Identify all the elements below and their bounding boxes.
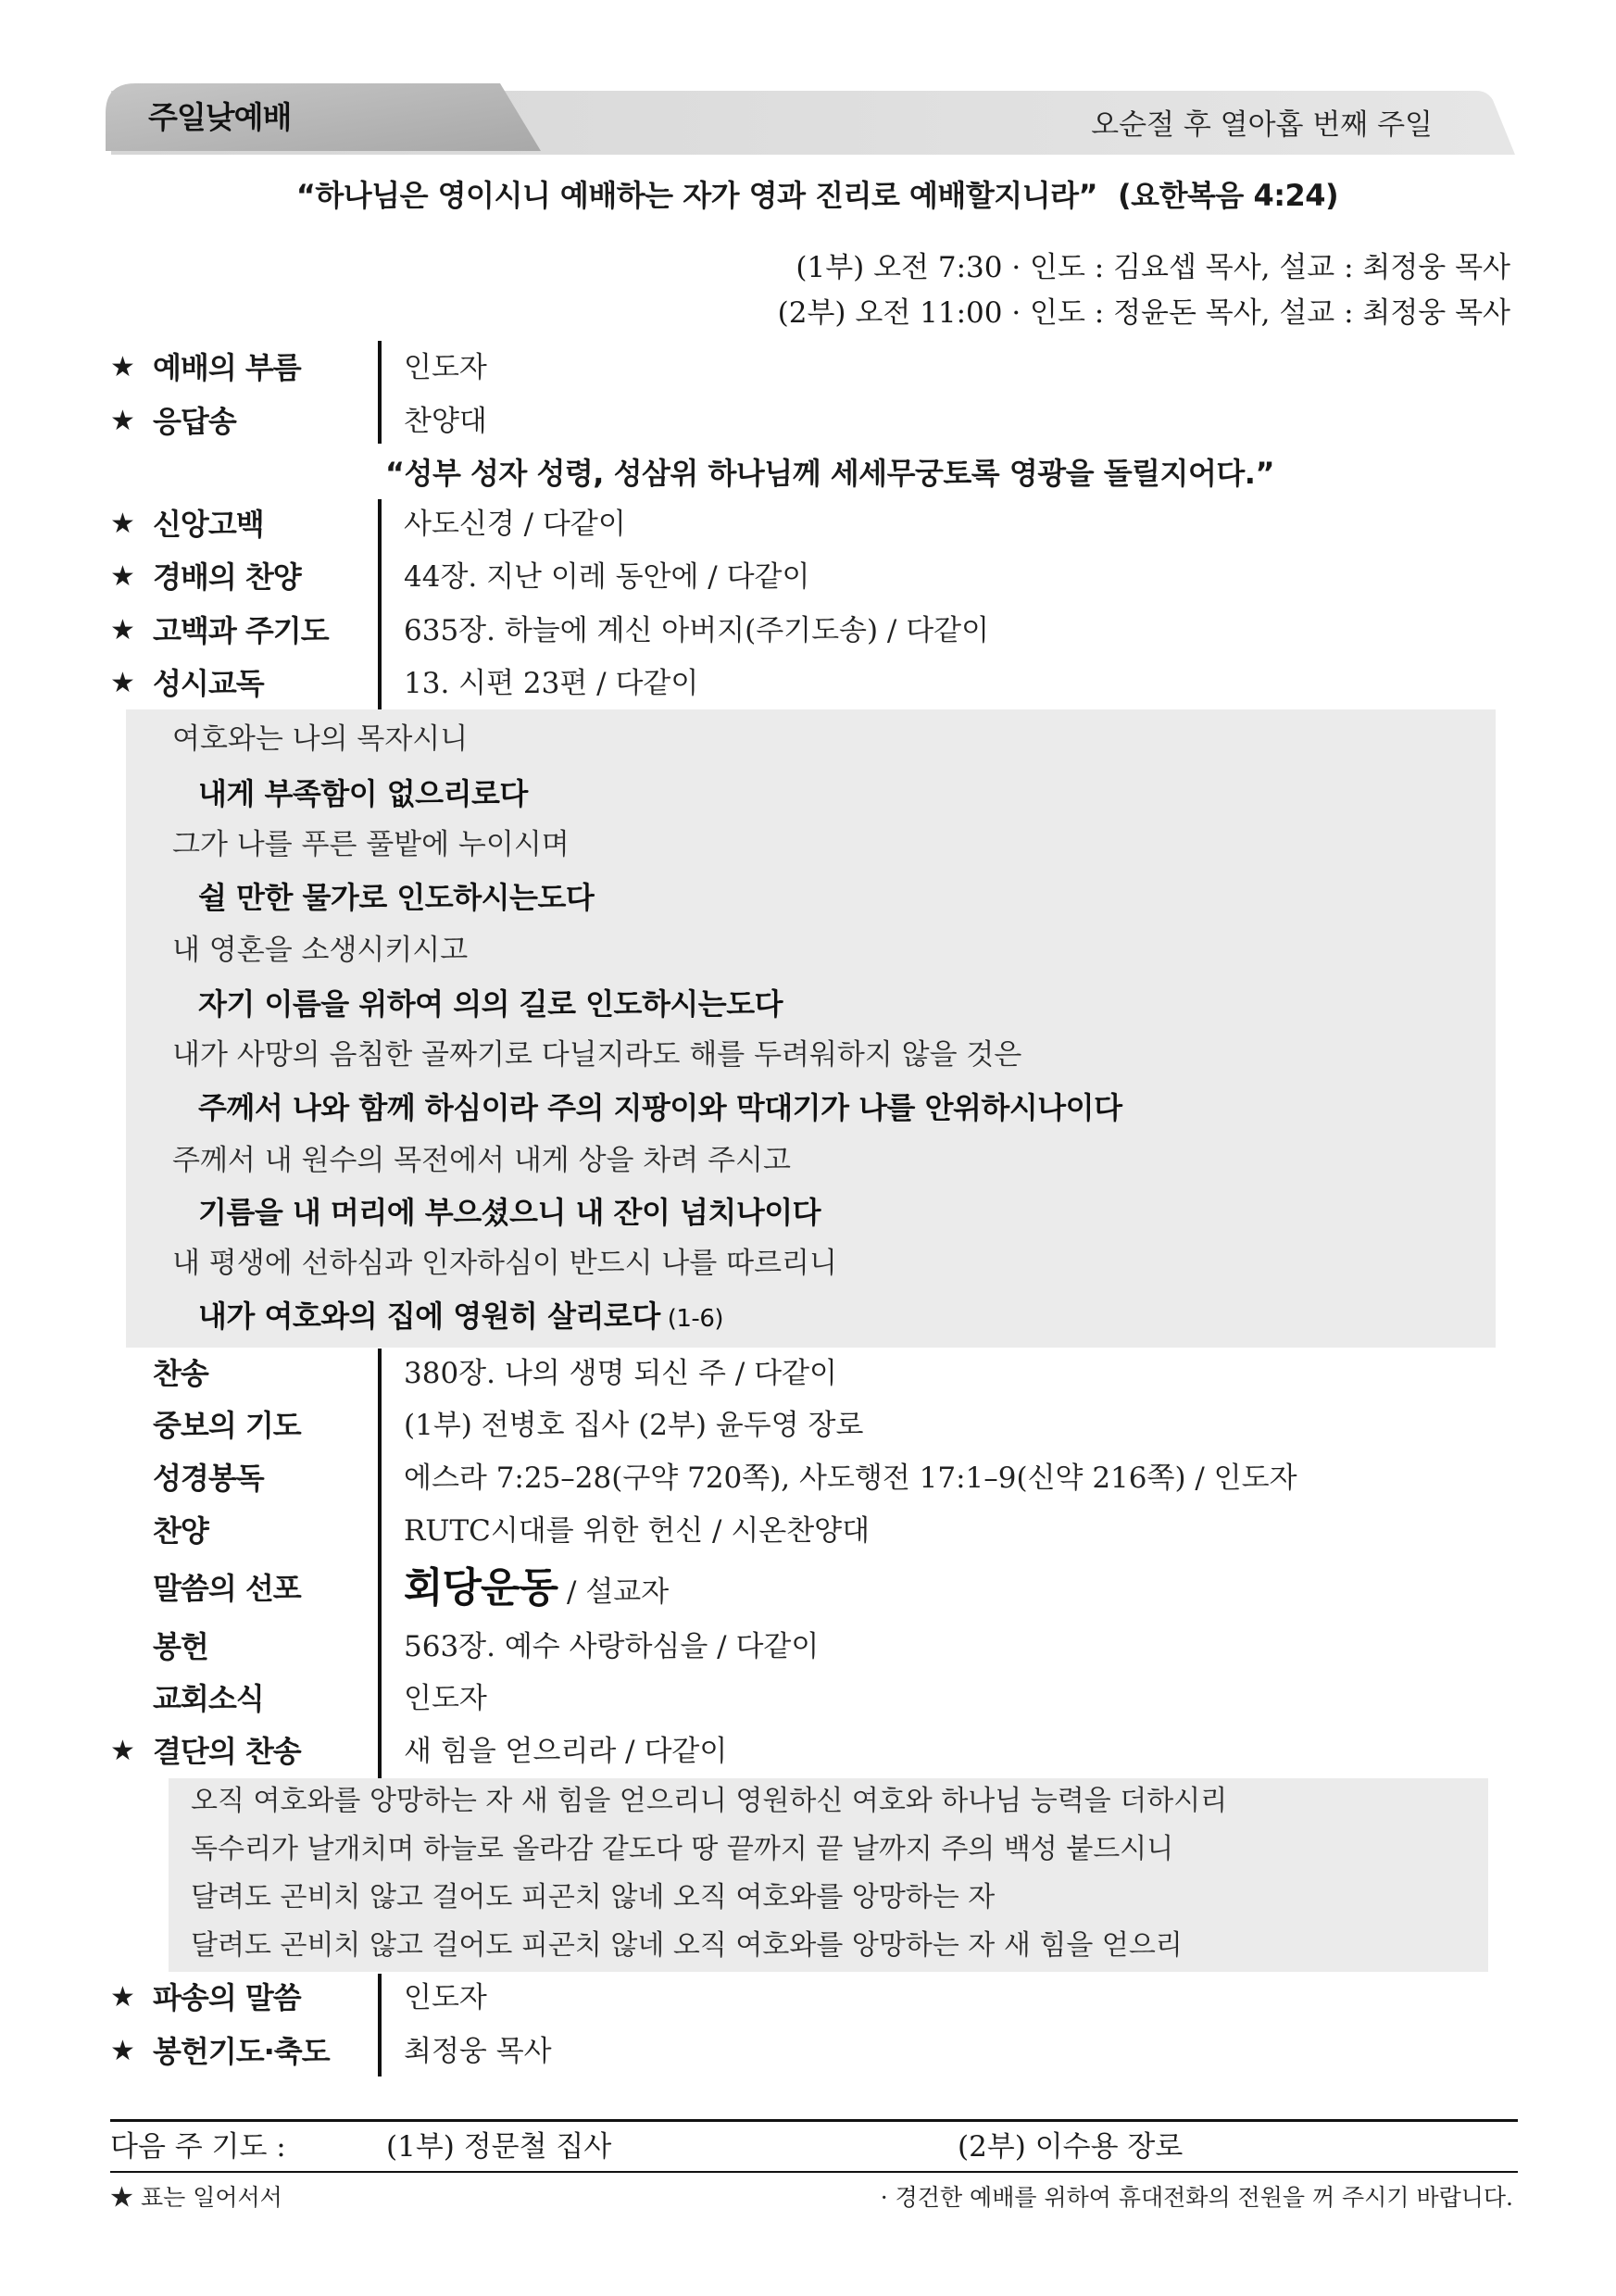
sermon-entry bbox=[404, 1561, 669, 1620]
order-label: 결단의 찬송 bbox=[153, 1734, 301, 1769]
order-value: 찬양대 bbox=[404, 405, 487, 438]
standing-star: ★ bbox=[110, 1735, 135, 1767]
reading-reference: (1-6) bbox=[667, 1305, 724, 1333]
order-value: 13. 시편 23편 / 다같이 bbox=[404, 667, 699, 700]
reading-line-congregation bbox=[198, 1294, 723, 1338]
order-value: 인도자 bbox=[404, 1682, 487, 1715]
order-label: 응답송 bbox=[153, 404, 236, 439]
standing-star: ★ bbox=[110, 560, 135, 593]
reading-line-congregation: 기름을 내 머리에 부으셨으니 내 잔이 넘치나이다 bbox=[198, 1195, 821, 1230]
order-row-announcements bbox=[0, 1676, 1616, 1721]
reading-line-congregation: 자기 이름을 위하여 의의 길로 인도하시는도다 bbox=[198, 986, 783, 1022]
order-row-call-to-worship bbox=[0, 345, 1616, 390]
order-value: 635장. 하늘에 계신 아버지(주기도송) / 다같이 bbox=[404, 614, 990, 647]
order-label: 경배의 찬양 bbox=[153, 559, 301, 595]
sermon-title: 회당운동 bbox=[404, 1564, 558, 1612]
reading-line-congregation: 내게 부족함이 없으리로다 bbox=[198, 776, 528, 811]
standing-star: ★ bbox=[110, 667, 135, 699]
order-value: 에스라 7:25–28(구약 720쪽), 사도행전 17:1–9(신약 216쪽) / 인도자 bbox=[404, 1462, 1297, 1495]
order-row-sending-word bbox=[0, 1976, 1616, 2020]
order-row-scripture-reading bbox=[0, 1456, 1616, 1500]
response-text: “성부 성자 성령, 성삼위 하나님께 세세무궁토록 영광을 돌릴지어다.” bbox=[385, 456, 1274, 491]
order-row-response-song bbox=[0, 399, 1616, 444]
order-label: 성경봉독 bbox=[153, 1461, 264, 1496]
order-value: 새 힘을 얻으리라 / 다같이 bbox=[404, 1735, 728, 1768]
order-row-offering bbox=[0, 1625, 1616, 1669]
order-value: (1부) 전병호 집사 (2부) 윤두영 장로 bbox=[404, 1409, 864, 1442]
reading-line-leader: 내 평생에 선하심과 인자하심이 반드시 나를 따르리니 bbox=[172, 1247, 837, 1280]
order-value: 사도신경 / 다같이 bbox=[404, 508, 626, 541]
order-row-lords-prayer bbox=[0, 609, 1616, 653]
order-row-responsive-reading bbox=[0, 661, 1616, 706]
reading-line-text: 내가 여호와의 집에 영원히 살리로다 bbox=[198, 1299, 660, 1334]
order-value: 인도자 bbox=[404, 351, 487, 384]
reading-line-congregation: 주께서 나와 함께 하심이라 주의 지팡이와 막대기가 나를 안위하시나이다 bbox=[198, 1090, 1122, 1125]
reading-line-leader: 여호와는 나의 목자시니 bbox=[172, 722, 469, 756]
order-label: 성시교독 bbox=[153, 666, 264, 701]
order-label: 고백과 주기도 bbox=[153, 613, 329, 648]
standing-star: ★ bbox=[110, 351, 135, 383]
standing-star: ★ bbox=[110, 405, 135, 437]
order-value: RUTC시대를 위한 헌신 / 시온찬양대 bbox=[404, 1514, 871, 1548]
next-week-prayer-second: (2부) 이수용 장로 bbox=[958, 2130, 1184, 2164]
order-value: 44장. 지난 이레 동안에 / 다같이 bbox=[404, 560, 810, 594]
order-label: 신앙고백 bbox=[153, 507, 264, 542]
order-label: 찬양 bbox=[153, 1513, 208, 1549]
order-row-creed bbox=[0, 502, 1616, 546]
lyric-line: 오직 여호와를 앙망하는 자 새 힘을 얻으리니 영원하신 여호와 하나님 능력을 더하시리 bbox=[191, 1785, 1228, 1817]
standing-star: ★ bbox=[110, 614, 135, 646]
order-row-hymn bbox=[0, 1351, 1616, 1396]
order-label: 중보의 기도 bbox=[153, 1408, 301, 1443]
next-week-prayer-label: 다음 주 기도 : bbox=[110, 2130, 286, 2164]
phone-note: · 경건한 예배를 위하여 휴대전화의 전원을 꺼 주시기 바랍니다. bbox=[880, 2184, 1513, 2211]
order-label: 봉헌 bbox=[153, 1629, 208, 1664]
theme-verse-reference: (요한복음 4:24) bbox=[1118, 178, 1339, 213]
reading-line-leader: 주께서 내 원수의 목전에서 내게 상을 차려 주시고 bbox=[172, 1144, 791, 1177]
order-label: 파송의 말씀 bbox=[153, 1980, 301, 2015]
order-row-intercessory-prayer bbox=[0, 1403, 1616, 1448]
reading-line-leader: 그가 나를 푸른 풀밭에 누이시며 bbox=[172, 828, 570, 861]
order-value: 380장. 나의 생명 되신 주 / 다같이 bbox=[404, 1357, 837, 1390]
standing-star: ★ bbox=[110, 1981, 135, 2014]
order-value: / 설교자 bbox=[567, 1575, 670, 1609]
standing-note: ★ 표는 일어서서 bbox=[110, 2184, 282, 2211]
week-label: 오순절 후 열아홉 번째 주일 bbox=[1091, 108, 1433, 142]
order-row-offering-prayer-benediction bbox=[0, 2029, 1616, 2074]
order-value: 최정웅 목사 bbox=[404, 2035, 552, 2068]
order-row-praise bbox=[0, 555, 1616, 599]
reading-line-leader: 내 영혼을 소생시키시고 bbox=[172, 934, 469, 967]
order-label: 찬송 bbox=[153, 1356, 208, 1391]
lyric-line: 독수리가 날개치며 하늘로 올라감 같도다 땅 끝까지 끝 날까지 주의 백성 붙드시니 bbox=[191, 1833, 1174, 1865]
standing-star: ★ bbox=[110, 2035, 135, 2067]
standing-star: ★ bbox=[110, 508, 135, 540]
order-row-choir-praise bbox=[0, 1509, 1616, 1553]
reading-line-congregation: 쉴 만한 물가로 인도하시는도다 bbox=[198, 880, 595, 915]
order-label: 예배의 부름 bbox=[153, 350, 301, 385]
service-schedule-second: (2부) 오전 11:00 · 인도 : 정윤돈 목사, 설교 : 최정웅 목사 bbox=[777, 296, 1510, 330]
lyric-line: 달려도 곤비치 않고 걸어도 피곤치 않네 오직 여호와를 앙망하는 자 bbox=[191, 1881, 996, 1913]
header-banner bbox=[0, 0, 1616, 185]
order-value: 563장. 예수 사랑하심을 / 다같이 bbox=[404, 1630, 820, 1663]
service-schedule-first: (1부) 오전 7:30 · 인도 : 김요셉 목사, 설교 : 최정웅 목사 bbox=[795, 251, 1510, 284]
lyric-line: 달려도 곤비치 않고 걸어도 피곤치 않네 오직 여호와를 앙망하는 자 새 힘을 얻으리 bbox=[191, 1929, 1183, 1962]
footer-divider-bottom bbox=[110, 2171, 1518, 2173]
next-week-prayer-first: (1부) 정문철 집사 bbox=[386, 2130, 612, 2164]
order-label: 봉헌기도·축도 bbox=[153, 2034, 330, 2069]
order-value: 인도자 bbox=[404, 1981, 487, 2014]
order-row-sermon bbox=[0, 1561, 1616, 1616]
footer-divider-top bbox=[110, 2119, 1518, 2122]
theme-verse bbox=[139, 173, 1496, 218]
section-title: 주일낮예배 bbox=[148, 99, 292, 135]
reading-line-leader: 내가 사망의 음침한 골짜기로 다닐지라도 해를 두려워하지 않을 것은 bbox=[172, 1038, 1022, 1072]
order-row-commitment-hymn bbox=[0, 1729, 1616, 1774]
order-label: 말씀의 선포 bbox=[153, 1571, 301, 1606]
order-label: 교회소식 bbox=[153, 1681, 264, 1716]
theme-verse-text: “하나님은 영이시니 예배하는 자가 영과 진리로 예배할지니라” bbox=[295, 178, 1098, 213]
